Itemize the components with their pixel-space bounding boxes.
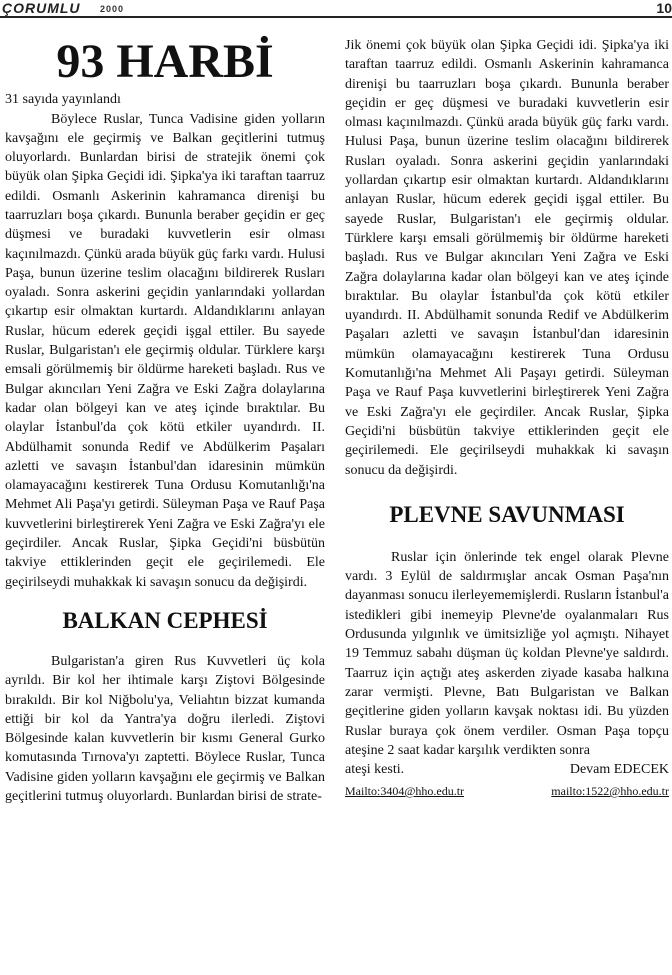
article-footer <box>345 760 669 780</box>
email-link-2[interactable]: mailto:1522@hho.edu.tr <box>551 784 669 799</box>
article-paragraph: Böylece Ruslar, Tunca Vadisine giden yolların kavşağını ele geçirmiş ve Balkan geçitlerini tutmuş oluyorlardı. Bunlardan birisi de stratejik önemi çok büyük olan Şipka Geçidi idi. Şipka'ya iki taraftan taarruz edildi. Osmanlı Askerinin kahramanca direnişi bu taarruzları boşa çıkardı. Bununla beraber geçidin er geç düşmesi ve buradaki kuvvetlerin esir olması kaçınılmazdı. Çünkü arada büyük güç farkı vardı. Hulusi Paşa, bunun üzerine teslim olacağını bildirerek Rusları oyaladı. Sonra askerini geçidin yanlarındaki yollardan çıkartıp esir olmaktan kurtardı. Aldandıklarını anlayan Ruslar, hücum ederek geçidi işgal ettiler. Bu sayede Ruslar, Bulgaristan'ı ele geçirmiş oldular. Türklere karşı emsali görülmemiş bir öldürme hareketi başladı. Rus ve Bulgar akıncıları Yeni Zağra ve Eski Zağra dolaylarına kadar olan bölgeyi kan ve ateş içinde bıraktılar. Bu olaylar İstanbul'da çok kötü etkiler uyandırdı. II. Abdülhamit sonunda Redif ve Abdülkerim Paşaları azletti ve savaşın İstanbul'dan idaresinin mümkün olamayacağını kestirerek Tuna Ordusu Komutanlığı'na Mehmet Ali Paşa'yı getirdi. Süleyman Paşa ve Rauf Paşa kuvvetlerini birleştirerek Yeni Zağra ve Eski Zağra'yı ele geçirdiler. Ancak Ruslar, Şipka Geçidi'ni büsbütün takviye ettiklerinden geçit ele geçirilemedi. Ele geçirilseydi muhakkak ki savaşın sonucu da değişirdi. <box>5 111 325 590</box>
right-column <box>345 36 669 800</box>
article-title: 93 HARBİ <box>56 35 274 88</box>
issue-note: 31 sayıda yayınlandı <box>5 92 121 107</box>
section-heading-plevne: PLEVNE SAVUNMASI <box>389 501 625 527</box>
email-links <box>345 782 669 800</box>
last-line: ateşi kesti. <box>345 762 405 778</box>
section-heading-balkan: BALKAN CEPHESİ <box>62 607 268 633</box>
article-paragraph: Jik önemi çok büyük olan Şipka Geçidi idi. Şipka'ya iki taraftan taarruz edildi. Osmanlı Askerinin kahramanca direnişi bu taarruzları boşa çıkardı. Bununla beraber geçidin er geç düşmesi ve buradaki kuvvetlerin esir olması kaçınılmazdı. Çünkü arada büyük güç farkı vardı. Hulusi Paşa, bunun üzerine teslim olacağını bildirerek Rusları oyaladı. Sonra askerini geçidin yanlarındaki yollardan çıkartıp esir olmaktan kurtardı. Aldandıklarını anlayan Ruslar, hücum ederek geçidi işgal ettiler. Bu sayede Ruslar, Bulgaristan'ı ele geçirmiş oldular. Türklere karşı emsali görülmemiş bir öldürme hareketi başladı. Rus ve Bulgar akıncıları Yeni Zağra ve Eski Zağra dolaylarına kadar olan bölgeyi kan ve ateş içinde bıraktılar. Bu olaylar İstanbul'da çok kötü etkiler uyandırdı. II. Abdülhamit sonunda Redif ve Abdülkerim Paşaları azletti ve savaşın İstanbul'dan idaresinin mümkün olamayacağını kestirerek Tuna Ordusu Komutanlığı'na Mehmet Ali Paşayı getirdi. Süleyman Paşa ve Rauf Paşa kuvvetlerini birleştirerek Yeni Zağra ve Eski Zağra'yı ele geçirdiler. Ancak Ruslar, Şipka Geçidi'ni büsbütün takviye ettiklerinden geçit ele geçirilemedi. Ele geçirilseydi muhakkak ki savaşın sonucu da değişirdi. <box>345 38 669 478</box>
masthead-year: 2000 <box>100 4 125 14</box>
email-link-1[interactable]: Mailto:3404@hho.edu.tr <box>345 784 465 799</box>
article-paragraph: Bulgaristan'a giren Rus Kuvvetleri üç kola ayrıldı. Bir kol her ihtimale karşı Ziştovi Bölgesinde bırakıldı. Bir kol Niğbolu'ya, Veliahtın bizzat kumanda ettiği bir kol da Yantra'ya doğru ilerledi. Ziştovi Bölgesinde kalan kuvvetlerin bir kısmı General Gurko komutasında Tırnova'yı zaptetti. Böylece Ruslar, Tunca Vadisine giden yolların kavşağını ele geçirmiş ve Balkan geçitlerini tutmuş oluyorlardı. Bunlardan birisi de strate- <box>5 653 325 804</box>
page-header <box>0 0 672 20</box>
left-column <box>5 36 325 806</box>
article-paragraph: Ruslar için önlerinde tek engel olarak Plevne vardı. 3 Eylül de saldırmışlar ancak Osman Paşa'nın dayanması sonucu ilerleyememişlerdi. Rusların İstanbul'a istedikleri gibi inemeyip Plevne'de oyalanmaları Rus Ordusunda yılgınlık ve ümitsizliğe yol açmıştı. Nihayet 19 Temmuz sabahı düşman üç koldan Plevne'ye saldırdı. Taarruz için açtığı ateş askerden ziyade kasaba halkına zarar vermişti. Plevne, Batı Bulgaristan ve Balkan geçitlerine giden yolların kavşak noktası idi. Bu yüzden Ruslar buraya çok önem verdiler. Osman Paşa topçu ateşine 2 saat kadar karşılık verdikten sonra <box>345 549 669 758</box>
continued-note: Devam EDECEK <box>569 762 669 778</box>
masthead-logo: ÇORUMLU <box>2 0 81 16</box>
page-number: 10 <box>656 0 672 16</box>
header-rule <box>0 16 672 18</box>
